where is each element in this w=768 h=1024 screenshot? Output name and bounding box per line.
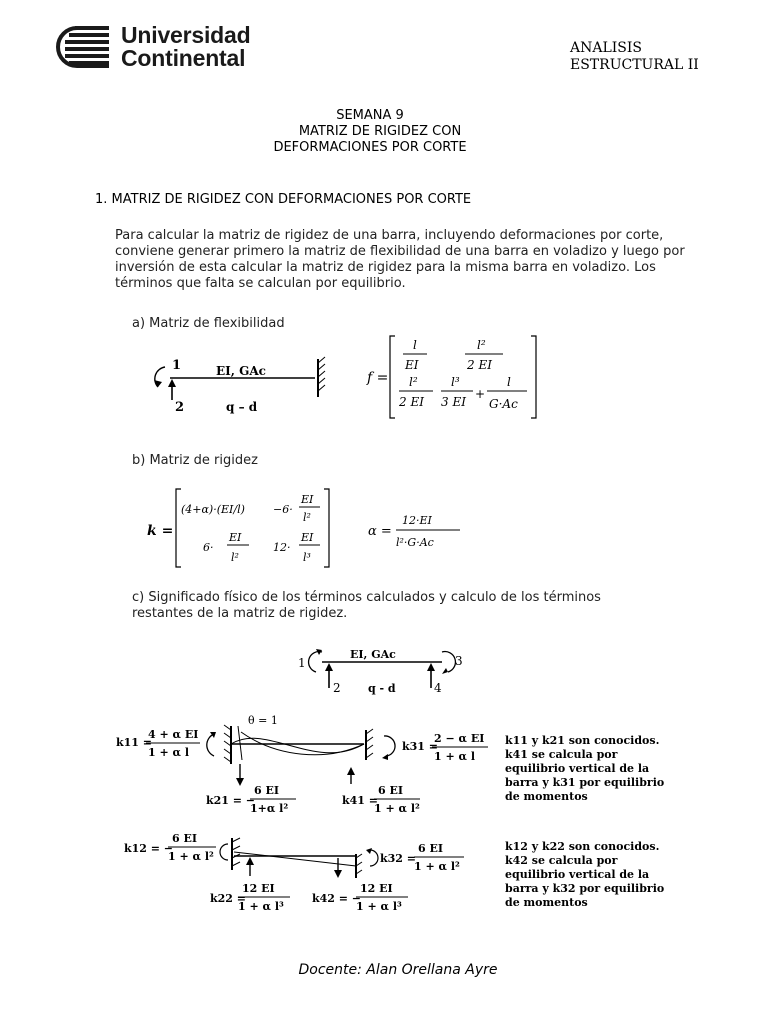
subheading-c-line: c) Significado físico de los términos calculados y calculo de los términos <box>132 590 601 605</box>
k11-label: k11 = <box>116 736 152 749</box>
k42-label: k42 = − <box>312 892 362 905</box>
page-title-line-1: MATRIZ DE RIGIDEZ CON <box>298 124 462 139</box>
matrix-entry: + <box>475 387 486 401</box>
matrix-entry: 2 EI <box>399 395 424 409</box>
matrix-entry: 6· <box>203 541 214 554</box>
note-line: equilibrio vertical de la <box>505 762 650 775</box>
logo-mark-icon <box>55 24 111 70</box>
paragraph-line: inversión de esta calcular la matriz de rigidez para la misma barra en voladizo. Los <box>115 260 656 275</box>
matrix-entry: G·Ac <box>489 397 518 411</box>
k42-denominator: 1 + α l³ <box>356 900 402 913</box>
flexibility-matrix <box>365 332 545 422</box>
alpha-formula <box>368 508 468 556</box>
matrix-entry: l² <box>477 338 486 352</box>
footer-instructor: Docente: Alan Orellana Ayre <box>298 962 498 978</box>
f-symbol: f = <box>367 370 389 386</box>
matrix-entry: (4+α)·(EI/l) <box>181 503 245 516</box>
dof-3-label: 3 <box>455 654 463 668</box>
k31-numerator: 2 − α EI <box>434 732 485 745</box>
k41-numerator: 6 EI <box>378 784 404 797</box>
note-line: k42 se calcula por <box>505 854 618 867</box>
k12-denominator: 1 + α l² <box>168 850 214 863</box>
k22-denominator: 1 + α l³ <box>238 900 284 913</box>
span-label: q - d <box>368 682 396 695</box>
week-label: SEMANA 9 <box>336 108 404 123</box>
matrix-entry: l <box>507 375 511 389</box>
note-line: barra y k32 por equilibrio <box>505 882 665 895</box>
note-line: equilibrio vertical de la <box>505 868 650 881</box>
matrix-entry: 3 EI <box>441 395 466 409</box>
rotation-case-diagram <box>116 712 496 822</box>
k32-denominator: 1 + α l² <box>414 860 460 873</box>
k21-denominator: 1+α l² <box>250 802 289 815</box>
alpha-denominator: l²·G·Ac <box>396 536 434 549</box>
paragraph-line: términos que falta se calculan por equilibrio. <box>115 276 406 291</box>
logo-line-2: Continental <box>121 45 246 71</box>
k21-numerator: 6 EI <box>254 784 280 797</box>
stiffness-matrix <box>145 485 335 570</box>
k21-label: k21 = − <box>206 794 256 807</box>
note-line: k41 se calcula por <box>505 748 618 761</box>
theta-label: θ = 1 <box>248 714 278 727</box>
note-line: k12 y k22 son conocidos. <box>505 840 660 853</box>
k22-label: k22 = <box>210 892 246 905</box>
matrix-entry: EI <box>301 493 314 506</box>
matrix-entry: l² <box>303 511 311 524</box>
node-1-label: 1 <box>172 358 182 373</box>
subheading-c <box>132 590 601 622</box>
subheading-a: a) Matriz de flexibilidad <box>132 316 285 331</box>
k12-numerator: 6 EI <box>172 832 198 845</box>
k12-label: k12 = − <box>124 842 174 855</box>
matrix-entry: l <box>413 338 417 352</box>
k32-numerator: 6 EI <box>418 842 444 855</box>
intro-paragraph <box>115 228 685 292</box>
beam-property-label: EI, GAc <box>350 648 396 661</box>
k11-numerator: 4 + α EI <box>148 728 199 741</box>
page-title-line-2: DEFORMACIONES POR CORTE <box>273 140 467 155</box>
k-symbol: k = <box>147 523 174 539</box>
matrix-entry: 12· <box>273 541 291 554</box>
node-2-label: 2 <box>175 400 185 415</box>
note-line: de momentos <box>505 790 588 803</box>
k41-denominator: 1 + α l² <box>374 802 420 815</box>
note-displacement-case <box>505 840 664 910</box>
note-rotation-case <box>505 734 664 804</box>
alpha-numerator: 12·EI <box>402 514 432 527</box>
k32-label: k32 = <box>380 852 416 865</box>
matrix-entry: l³ <box>303 551 311 564</box>
note-line: barra y k31 por equilibrio <box>505 776 665 789</box>
dof-1-label: 1 <box>298 656 306 670</box>
matrix-entry: EI <box>405 358 419 372</box>
paragraph-line: conviene generar primero la matriz de flexibilidad de una barra en voladizo y luego por <box>115 244 685 259</box>
k31-label: k31 = <box>402 740 438 753</box>
displacement-case-diagram <box>124 830 484 920</box>
matrix-entry: 2 EI <box>467 358 492 372</box>
beam-property-label: EI, GAc <box>216 364 266 378</box>
k42-numerator: 12 EI <box>360 882 393 895</box>
span-label: q – d <box>226 400 258 414</box>
k31-denominator: 1 + α l <box>434 750 476 763</box>
beam-dof-diagram <box>292 640 472 700</box>
k11-denominator: 1 + α l <box>148 746 190 759</box>
note-line: k11 y k21 son conocidos. <box>505 734 660 747</box>
section-heading: 1. MATRIZ DE RIGIDEZ CON DEFORMACIONES POR CORTE <box>95 192 472 207</box>
subheading-b: b) Matriz de rigidez <box>132 453 258 468</box>
k41-label: k41 = <box>342 794 378 807</box>
alpha-symbol: α = <box>368 524 392 539</box>
paragraph-line: Para calcular la matriz de rigidez de una barra, incluyendo deformaciones por corte, <box>115 228 664 243</box>
subheading-c-line: restantes de la matriz de rigidez. <box>132 606 348 621</box>
cantilever-diagram-a <box>140 345 340 420</box>
university-logo <box>55 24 265 70</box>
matrix-entry: l² <box>409 375 418 389</box>
matrix-entry: l² <box>231 551 239 564</box>
note-line: de momentos <box>505 896 588 909</box>
dof-2-label: 2 <box>333 681 341 695</box>
course-title-line-2: ESTRUCTURAL II <box>570 57 699 73</box>
logo-line-1: Universidad <box>121 22 251 48</box>
matrix-entry: EI <box>301 531 314 544</box>
course-title-line-1: ANALISIS <box>570 40 643 56</box>
matrix-entry: l³ <box>451 375 460 389</box>
matrix-entry: −6· <box>273 503 293 516</box>
matrix-entry: EI <box>229 531 242 544</box>
k22-numerator: 12 EI <box>242 882 275 895</box>
dof-4-label: 4 <box>434 681 442 695</box>
